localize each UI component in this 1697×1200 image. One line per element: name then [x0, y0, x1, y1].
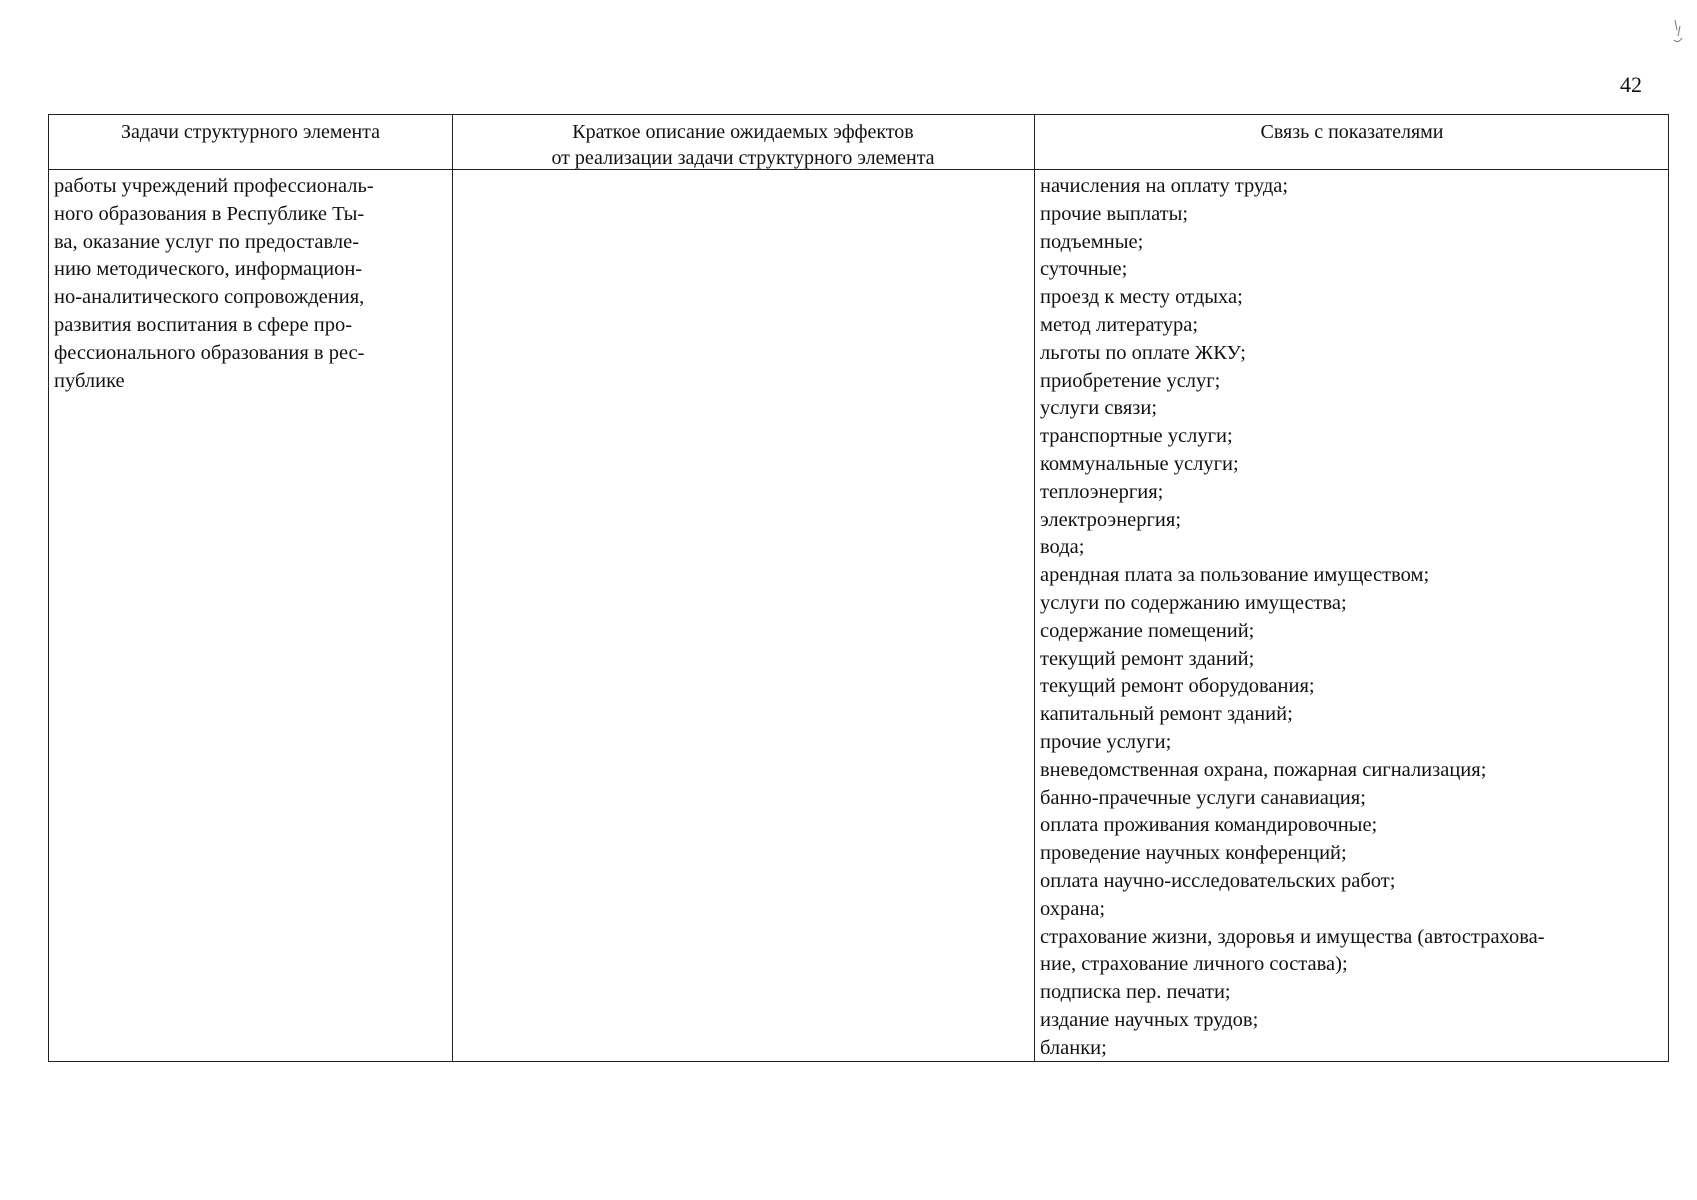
- cell-indicators: [1040, 173, 1660, 1063]
- page-number: 42: [1620, 72, 1642, 97]
- header-line: Связь с показателями: [1260, 121, 1444, 143]
- indicator-line: услуги связи;: [1040, 397, 1158, 420]
- column-divider: [1034, 115, 1035, 1061]
- task-line: публике: [54, 369, 125, 392]
- indicator-line: электроэнергия;: [1040, 508, 1182, 531]
- task-line: нию методического, информацион-: [54, 258, 363, 281]
- task-line: ва, оказание услуг по предоставле-: [54, 230, 360, 253]
- header-line: Задачи структурного элемента: [120, 121, 381, 143]
- header-line: Краткое описание ожидаемых эффектов: [572, 121, 914, 143]
- indicator-line: содержание помещений;: [1040, 619, 1255, 642]
- header-effects: [452, 115, 1034, 169]
- header-indicators: [1034, 115, 1670, 169]
- indicator-line: теплоэнергия;: [1040, 480, 1164, 503]
- indicator-line: банно-прачечные услуги санавиация;: [1040, 786, 1366, 809]
- task-line: фессионального образования в рес-: [54, 341, 365, 364]
- handwritten-mark: [1672, 18, 1684, 46]
- indicator-line: капитальный ремонт зданий;: [1040, 703, 1293, 726]
- indicator-line: проведение научных конференций;: [1040, 842, 1347, 865]
- indicator-line: проезд к месту отдыха;: [1040, 286, 1243, 309]
- indicator-line: ние, страхование личного состава);: [1040, 953, 1348, 976]
- indicator-line: вода;: [1040, 536, 1085, 559]
- indicator-line: вневедомственная охрана, пожарная сигнализация;: [1040, 758, 1487, 781]
- indicator-line: оплата научно-исследовательских работ;: [1040, 869, 1396, 892]
- indicator-line: прочие выплаты;: [1040, 202, 1189, 225]
- indicator-line: арендная плата за пользование имуществом;: [1040, 564, 1430, 587]
- indicator-table: [48, 114, 1669, 1062]
- indicator-line: подъемные;: [1040, 230, 1144, 253]
- indicator-line: текущий ремонт оборудования;: [1040, 675, 1315, 698]
- cell-tasks: [54, 173, 449, 395]
- indicator-line: транспортные услуги;: [1040, 425, 1233, 448]
- column-divider: [452, 115, 453, 1061]
- task-line: но-аналитического сопровождения,: [54, 286, 365, 309]
- indicator-line: страхование жизни, здоровья и имущества (автострахова-: [1040, 925, 1545, 948]
- header-line: от реализации задачи структурного элемента: [551, 147, 935, 169]
- indicator-line: текущий ремонт зданий;: [1040, 647, 1255, 670]
- indicator-line: охрана;: [1040, 897, 1106, 920]
- indicator-line: начисления на оплату труда;: [1040, 175, 1289, 197]
- indicator-line: оплата проживания командировочные;: [1040, 814, 1378, 837]
- indicator-line: метод литература;: [1040, 313, 1199, 336]
- indicator-line: коммунальные услуги;: [1040, 452, 1239, 475]
- indicator-line: суточные;: [1040, 258, 1128, 281]
- task-line: ного образования в Республике Ты-: [54, 202, 365, 225]
- indicator-line: издание научных трудов;: [1040, 1008, 1259, 1031]
- indicator-line: подписка пер. печати;: [1040, 981, 1231, 1004]
- indicator-line: приобретение услуг;: [1040, 369, 1221, 392]
- task-line: работы учреждений профессиональ-: [54, 175, 374, 197]
- header-tasks: [49, 115, 452, 169]
- indicator-line: льготы по оплате ЖКУ;: [1040, 341, 1246, 364]
- indicator-line: бланки;: [1040, 1036, 1107, 1059]
- indicator-line: прочие услуги;: [1040, 730, 1172, 753]
- indicator-line: услуги по содержанию имущества;: [1040, 591, 1347, 614]
- task-line: развития воспитания в сфере про-: [54, 313, 353, 336]
